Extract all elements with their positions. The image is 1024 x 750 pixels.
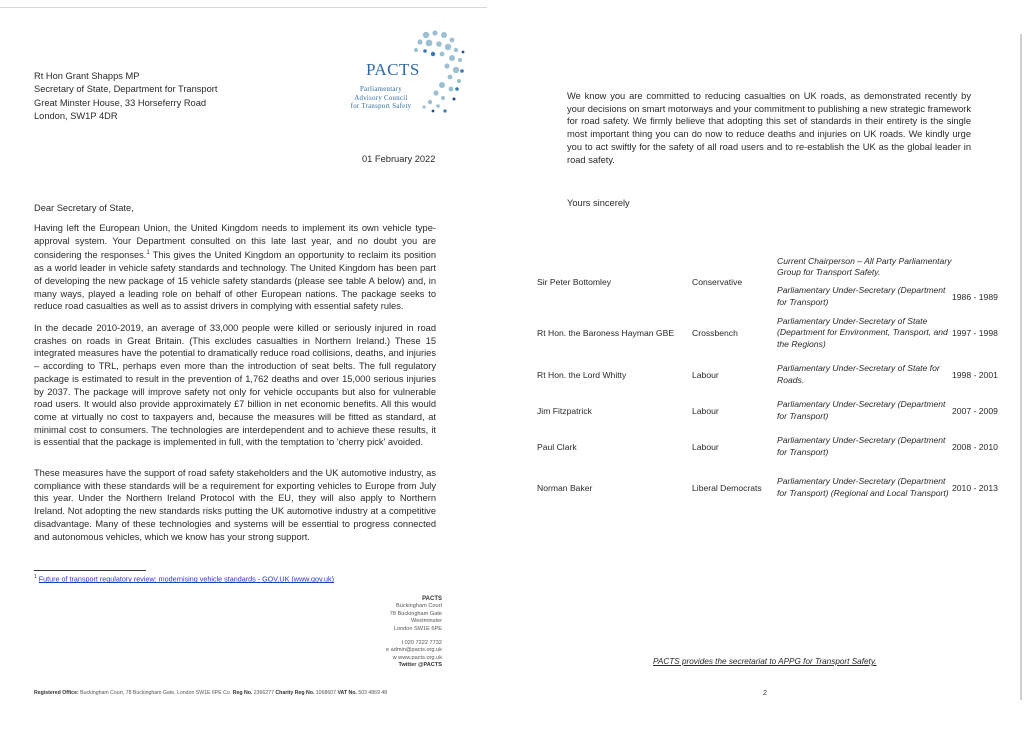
signatory-party: Liberal Democrats — [692, 483, 762, 493]
paragraph-text: This gives the United Kingdom an opportunity to reclaim its position as a world leader in vehicle safety standards and technology. The United Kingdom has been part of developing the new package of 15 vehicle safety standards (please see table A below) and, in many ways, played a leading role on behalf of other European nations. The package seeks to reduce road casualties as well as to assist drivers in complying with essential safety rules. — [34, 250, 436, 312]
contact-phone: t 020 7222 7732 — [401, 640, 442, 647]
logo-subtitle-line: for Transport Safety — [350, 103, 412, 111]
contact-address-line: 78 Buckingham Gate — [389, 610, 442, 617]
table-row — [537, 392, 1012, 429]
letter-date: 01 February 2022 — [362, 154, 436, 164]
contact-block — [300, 596, 442, 670]
body-paragraph-2: In the decade 2010-2019, an average of 33,000 people were killed or seriously injured in road crashes on roads in Great Britain. (This excludes casualties in Northern Ireland.) These 15 integrated measures have the potential to dramatically reduce road collisions, deaths, and injuries – according to TRL, perhaps even more than the introduction of seat belts. The full regulatory package is estimated to result in the prevention of 1,762 deaths and over 15,000 serious injuries by 2037. The package will improve safety not only for vehicle occupants but also for vulnerable road users. It would also provide approximately £7 billion in net economic benefits. All this would come at virtually no cost to taxpayers and, because the measures will be fitted as standard, at minimal cost to consumers. The technologies are interdependent and to achieve these results, it is essential that the package is implemented in full, with the temptation to 'cherry pick' avoided. — [34, 323, 436, 448]
signatory-name: Jim Fitzpatrick — [537, 405, 592, 416]
signatory-role — [777, 255, 952, 309]
role-chair: Current Chairperson – All Party Parliamentary Group for Transport Safety. — [777, 255, 952, 278]
signatory-role: Parliamentary Under-Secretary of State for Roads. — [777, 362, 940, 385]
page-top-divider — [0, 7, 487, 8]
paragraph-text: Having left the European Union, the United Kingdom needs to implement its own vehicle type-approval system. Your Department consulted on this late last year, and no doubt you are considering the responses. — [34, 223, 436, 261]
signatory-party: Crossbench — [692, 328, 738, 338]
charity-label: Charity Reg No. — [275, 690, 315, 696]
signatory-years: 2008 - 2010 — [952, 441, 998, 452]
signatory-name: Sir Peter Bottomley — [537, 277, 612, 287]
page-edge-divider — [1020, 34, 1022, 700]
body-paragraph-3: These measures have the support of road safety stakeholders and the UK automotive industry, as compliance with these standards will be a requirement for exporting vehicles to Europe from July this year. Under the Northern Ireland Protocol with the EU, they will also apply to Northern Ireland. Not adopting the new standards risks putting the UK automotive industry at a competitive disadvantage. Many of these technologies and systems will be essential to progress connected and autonomous vehicles, which we know has your strong support. — [34, 468, 436, 542]
signatory-name: Rt Hon. the Lord Whitty — [537, 369, 627, 380]
contact-email[interactable]: e admin@pacts.org.uk — [385, 647, 442, 654]
signatory-years: 2007 - 2009 — [952, 405, 998, 416]
signatory-name: Paul Clark — [537, 441, 577, 452]
secretariat-note: PACTS provides the secretariat to APPG for Transport Safety. — [653, 657, 877, 666]
signatory-years: 1986 - 1989 — [952, 292, 998, 302]
logo-subtitle-line: Advisory Council — [354, 94, 408, 102]
signatory-name: Norman Baker — [537, 483, 593, 493]
page-number: 2 — [763, 690, 767, 697]
body-paragraph-1 — [34, 222, 436, 313]
footnote-rule — [34, 570, 146, 571]
recipient-line: Rt Hon Grant Shapps MP — [34, 71, 140, 81]
closing: Yours sincerely — [567, 198, 630, 208]
recipient-address — [34, 70, 217, 124]
body-paragraph-4: We know you are committed to reducing casualties on UK roads, as demonstrated recently by your decisions on smart motorways and your commitment to publishing a new strategic framework for road safety. We firmly believe that adopting this set of standards in their entirety is the single most important thing you can do now to reduce deaths and injuries on UK roads. We kindly urge you to act swiftly for the safety of all road users and to re-establish the UK as the global leader in road safety. — [567, 91, 971, 165]
signatory-party: Labour — [692, 405, 719, 416]
table-row — [537, 429, 1012, 464]
registered-office-line — [34, 690, 387, 696]
footnote-ref[interactable]: 1 — [146, 250, 150, 257]
table-row — [537, 464, 1012, 512]
signatory-party: Conservative — [692, 277, 743, 287]
recipient-line: London, SW1P 4DR — [34, 111, 118, 122]
signatory-role: Parliamentary Under-Secretary (Department for Transport) — [777, 398, 946, 421]
signatory-years: 1997 - 1998 — [952, 328, 998, 338]
table-row — [537, 255, 1012, 309]
recipient-line: Secretary of State, Department for Transport — [34, 84, 218, 95]
logo-wordmark: PACTS — [366, 60, 420, 79]
vat-label: VAT No. — [337, 690, 357, 696]
charity-value: 1068607 — [315, 690, 336, 696]
signatories-table — [537, 255, 1012, 512]
contact-address-line: Buckingham Court — [395, 603, 442, 610]
vat-value: 503 4869 48 — [358, 690, 388, 696]
reg-no-label: Reg No. — [232, 690, 253, 696]
signatory-party: Labour — [692, 369, 719, 380]
contact-twitter[interactable]: Twitter @PACTS — [398, 662, 442, 669]
pacts-logo — [330, 27, 470, 117]
logo-subtitle-line: Parliamentary — [359, 86, 403, 93]
signatory-role: Parliamentary Under-Secretary (Department for Transport) (Regional and Local Transport) — [777, 476, 949, 498]
reg-no-value: 2366277 — [253, 690, 274, 696]
signatory-years: 1998 - 2001 — [952, 369, 998, 380]
salutation: Dear Secretary of State, — [34, 203, 134, 213]
reg-office-address: Buckingham Court, 78 Buckingham Gate, London SW1E 6PE Co. — [80, 690, 232, 696]
logo-subtitle — [332, 86, 430, 112]
reg-office-label: Registered Office: — [34, 690, 79, 696]
footnote — [34, 574, 334, 583]
signatory-years: 2010 - 2013 — [952, 483, 998, 493]
contact-address-line: Westminster — [411, 618, 442, 625]
signatory-party: Labour — [692, 441, 719, 452]
signatory-role: Parliamentary Under-Secretary (Department for Transport) — [777, 434, 946, 457]
footnote-link[interactable]: Future of transport regulatory review: modernising vehicle standards - GOV.UK (www.gov.uk) — [38, 574, 334, 584]
table-row — [537, 309, 1012, 357]
recipient-line: Great Minster House, 33 Horseferry Road — [34, 97, 207, 108]
footnote-mark: 1 — [34, 574, 37, 580]
table-row — [537, 357, 1012, 392]
role-title: Parliamentary Under-Secretary (Department for Transport) — [777, 285, 946, 307]
contact-name: PACTS — [422, 596, 442, 602]
signatory-role: Parliamentary Under-Secretary of State (Department for Environment, Transport, and the Regions) — [777, 315, 948, 349]
signatory-name: Rt Hon. the Baroness Hayman GBE — [537, 328, 675, 338]
contact-address-line: London SW1E 6PE — [393, 625, 442, 632]
contact-web[interactable]: w www.pacts.org.uk — [392, 654, 442, 661]
